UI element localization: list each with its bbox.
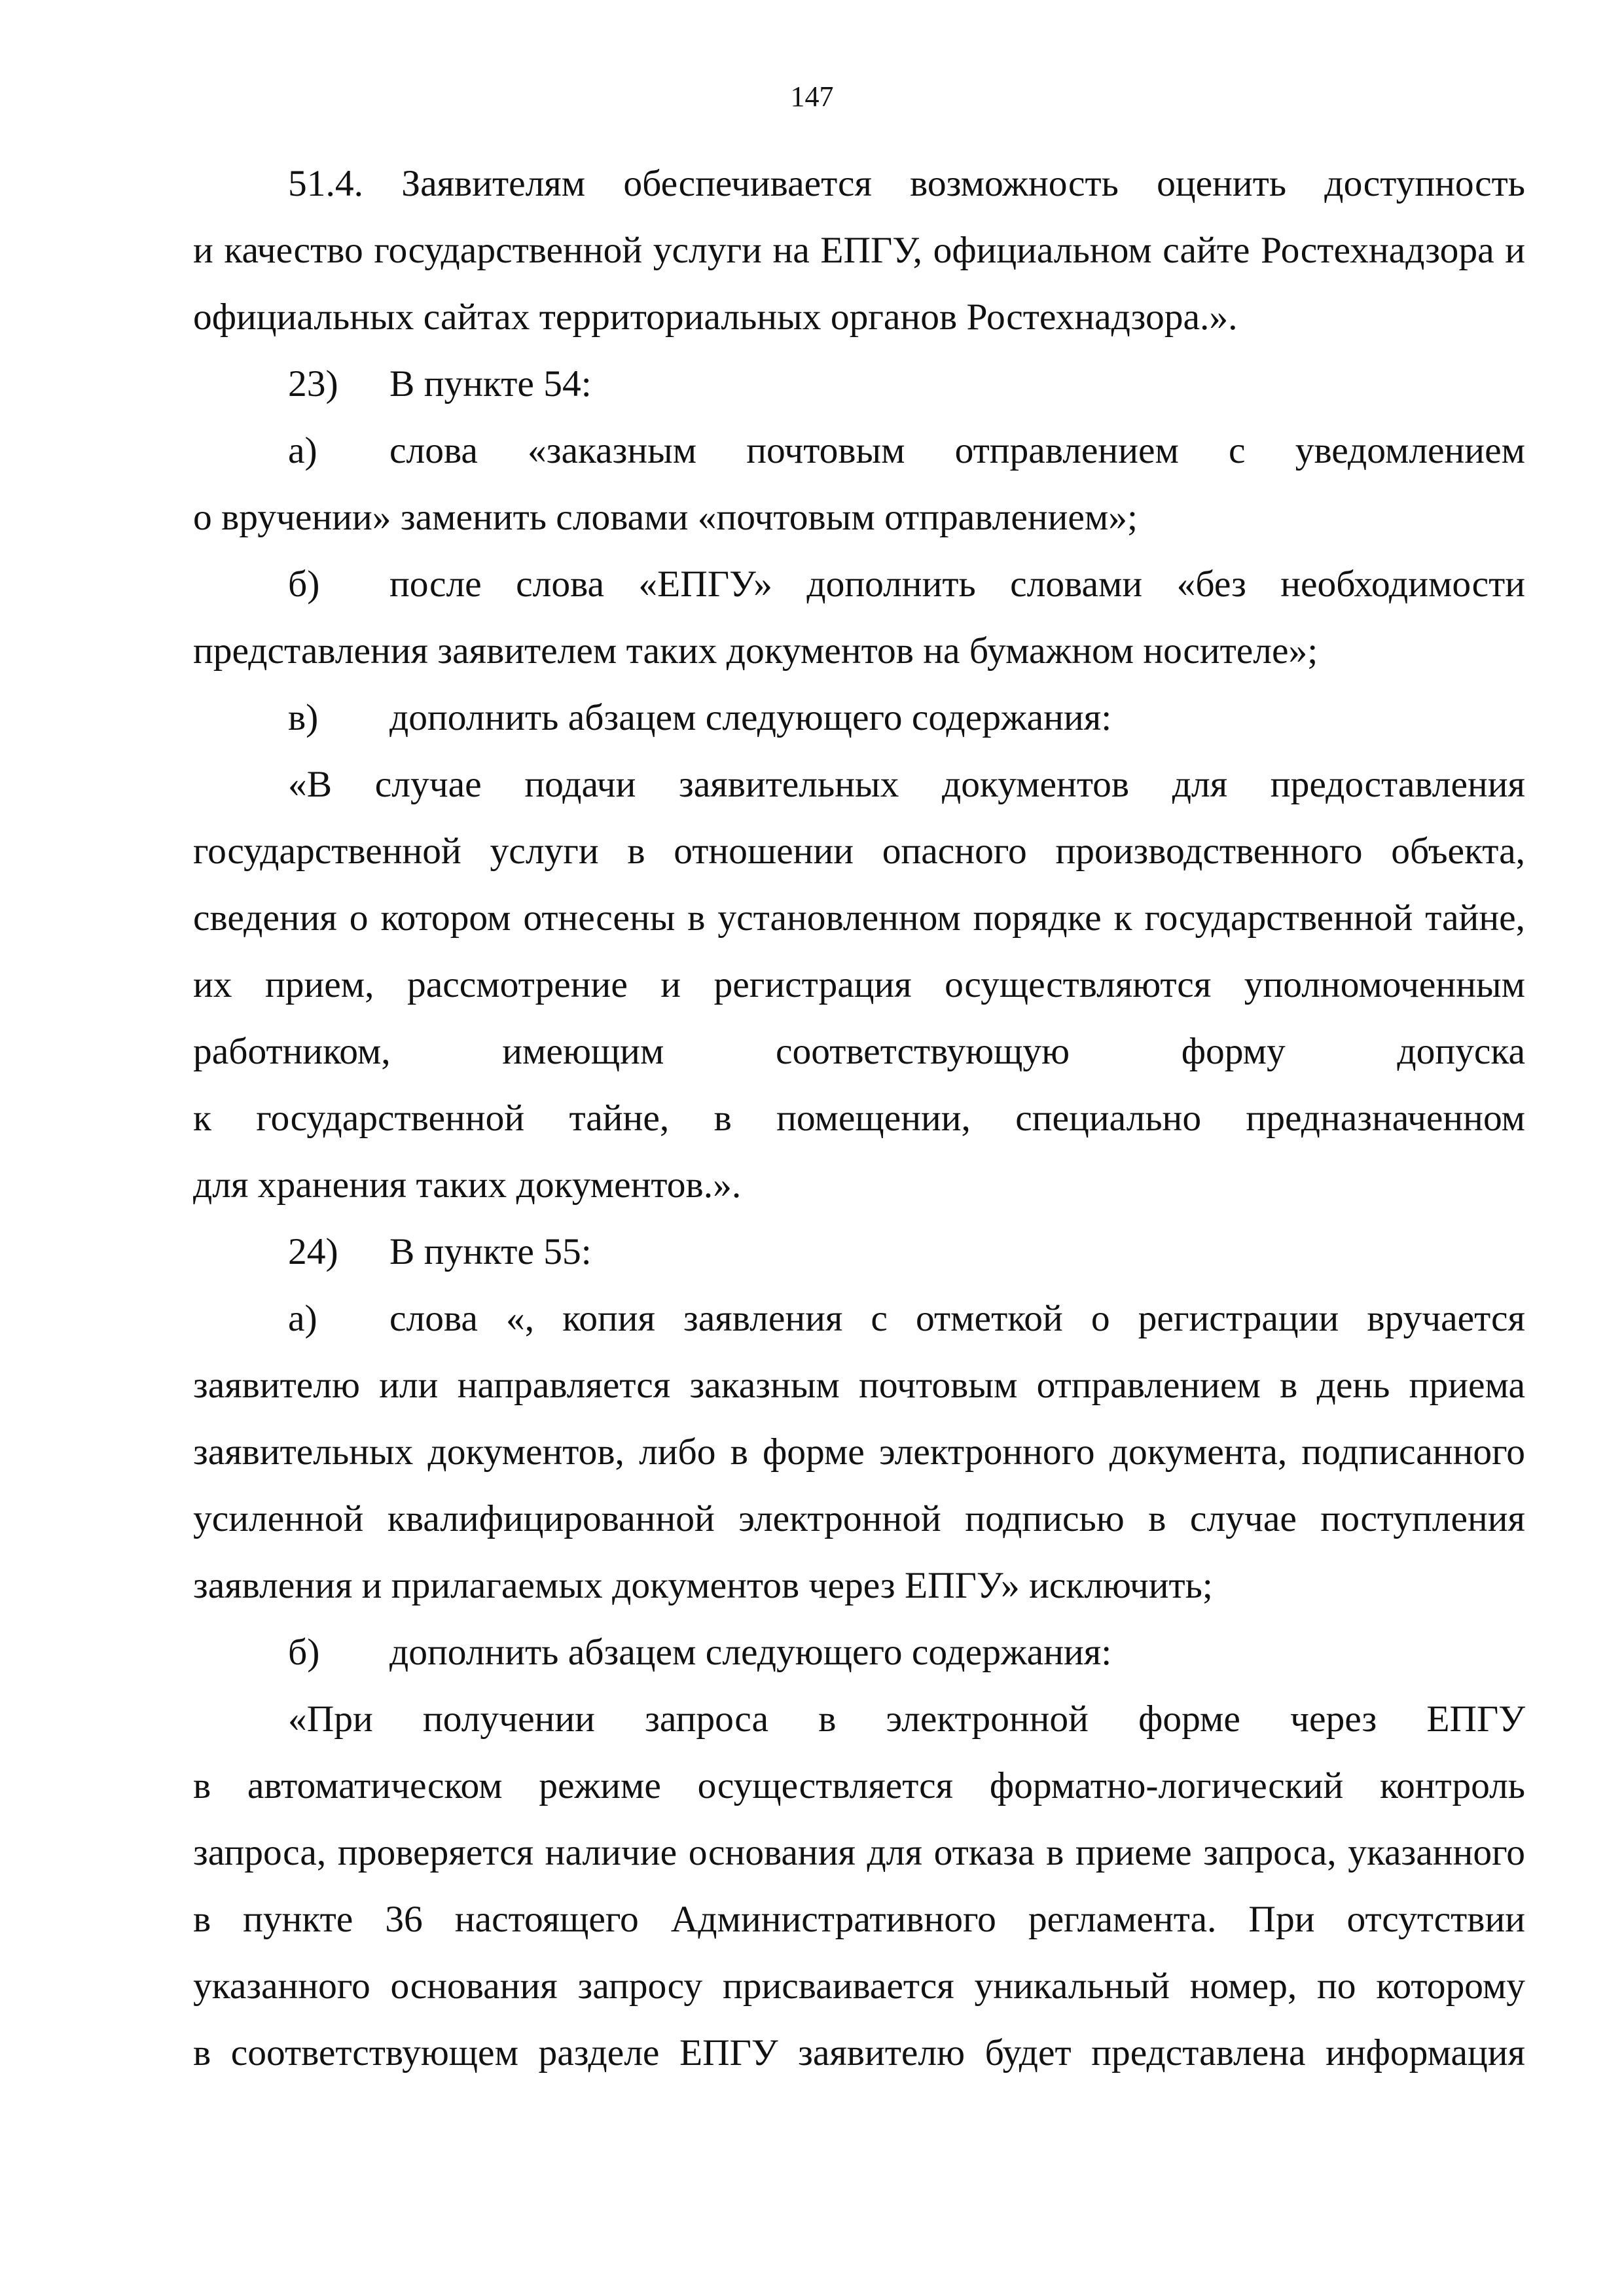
list-item-23-v	[193, 685, 1525, 751]
quote1-line-1: «В случае подачи заявительных документов для предоставления	[288, 764, 1525, 805]
list-marker: а)	[288, 1298, 317, 1339]
list-item-text: слова «, копия заявления с отметкой о регистрации вручается	[389, 1298, 1525, 1339]
quote1-line-6: к государственной тайне, в помещении, специально предназначенном	[193, 1098, 1525, 1139]
quote1-line-5: работником, имеющим соответствующую форму допуска	[193, 1031, 1525, 1072]
quote2-line-2: в автоматическом режиме осуществляется форматно-логический контроль	[193, 1765, 1525, 1806]
list-item-text: дополнить абзацем следующего содержания:	[389, 697, 1112, 738]
list-marker: в)	[288, 697, 319, 738]
quote2-line-1: «При получении запроса в электронной форме через ЕПГУ	[288, 1698, 1525, 1740]
list-item-24-b	[193, 1619, 1525, 1686]
list-item-text: дополнить абзацем следующего содержания:	[389, 1632, 1112, 1673]
list-marker: а)	[288, 430, 317, 471]
list-marker: б)	[288, 1632, 320, 1673]
list-item-23-b-continuation: представления заявителем таких документов на бумажном носителе»;	[193, 630, 1318, 672]
list-item-text: слова «заказным почтовым отправлением с уведомлением	[389, 430, 1525, 471]
list-item-23-a-continuation: о вручении» заменить словами «почтовым отправлением»;	[193, 497, 1138, 538]
list-item-23	[193, 351, 1525, 418]
quote2-line-4: в пункте 36 настоящего Административного регламента. При отсутствии	[193, 1899, 1525, 1940]
list-item-23-b	[193, 551, 1525, 618]
quote1-line-2: государственной услуги в отношении опасного производственного объекта,	[193, 831, 1525, 872]
quote1-line-4: их прием, рассмотрение и регистрация осуществляются уполномоченным	[193, 964, 1525, 1005]
list-item-23-a	[193, 418, 1525, 484]
paragraph-51-4-first-line: 51.4. Заявителям обеспечивается возможность оценить доступность	[288, 163, 1525, 204]
page-number: 147	[790, 81, 834, 113]
list-item-text: после слова «ЕПГУ» дополнить словами «без необходимости	[389, 564, 1525, 605]
list-marker: 23)	[288, 363, 338, 404]
quote1-line-3: сведения о котором отнесены в установленном порядке к государственной тайне,	[193, 897, 1525, 939]
quote1-line-7: для хранения таких документов.».	[193, 1164, 742, 1206]
list-marker: 24)	[288, 1231, 338, 1272]
list-item-24-a	[193, 1285, 1525, 1352]
document-body	[193, 151, 1525, 2087]
quote2-line-5: указанного основания запросу присваивается уникальный номер, по которому	[193, 1965, 1525, 2007]
quote2-line-6: в соответствующем разделе ЕПГУ заявителю будет представлена информация	[193, 2032, 1525, 2073]
list-marker: б)	[288, 564, 320, 605]
list-item-24-a-continuation: заявителю или направляется заказным почтовым отправлением в день приема заявительных документов, либо в форме электронного документа, подписанного усиленной квалифицированной электронной подписью в случае поступления заявления и прилагаемых документов через ЕПГУ» исключить;	[193, 1365, 1525, 1606]
quote2-line-3: запроса, проверяется наличие основания для отказа в приеме запроса, указанного	[193, 1832, 1525, 1873]
paragraph-51-4-continuation: и качество государственной услуги на ЕПГУ, официальном сайте Ростехнадзора и официальных сайтах территориальных органов Ростехнадзора.».	[193, 230, 1525, 338]
list-item-text: В пункте 55:	[389, 1231, 592, 1272]
list-item-text: В пункте 54:	[389, 363, 592, 404]
list-item-24	[193, 1219, 1525, 1285]
